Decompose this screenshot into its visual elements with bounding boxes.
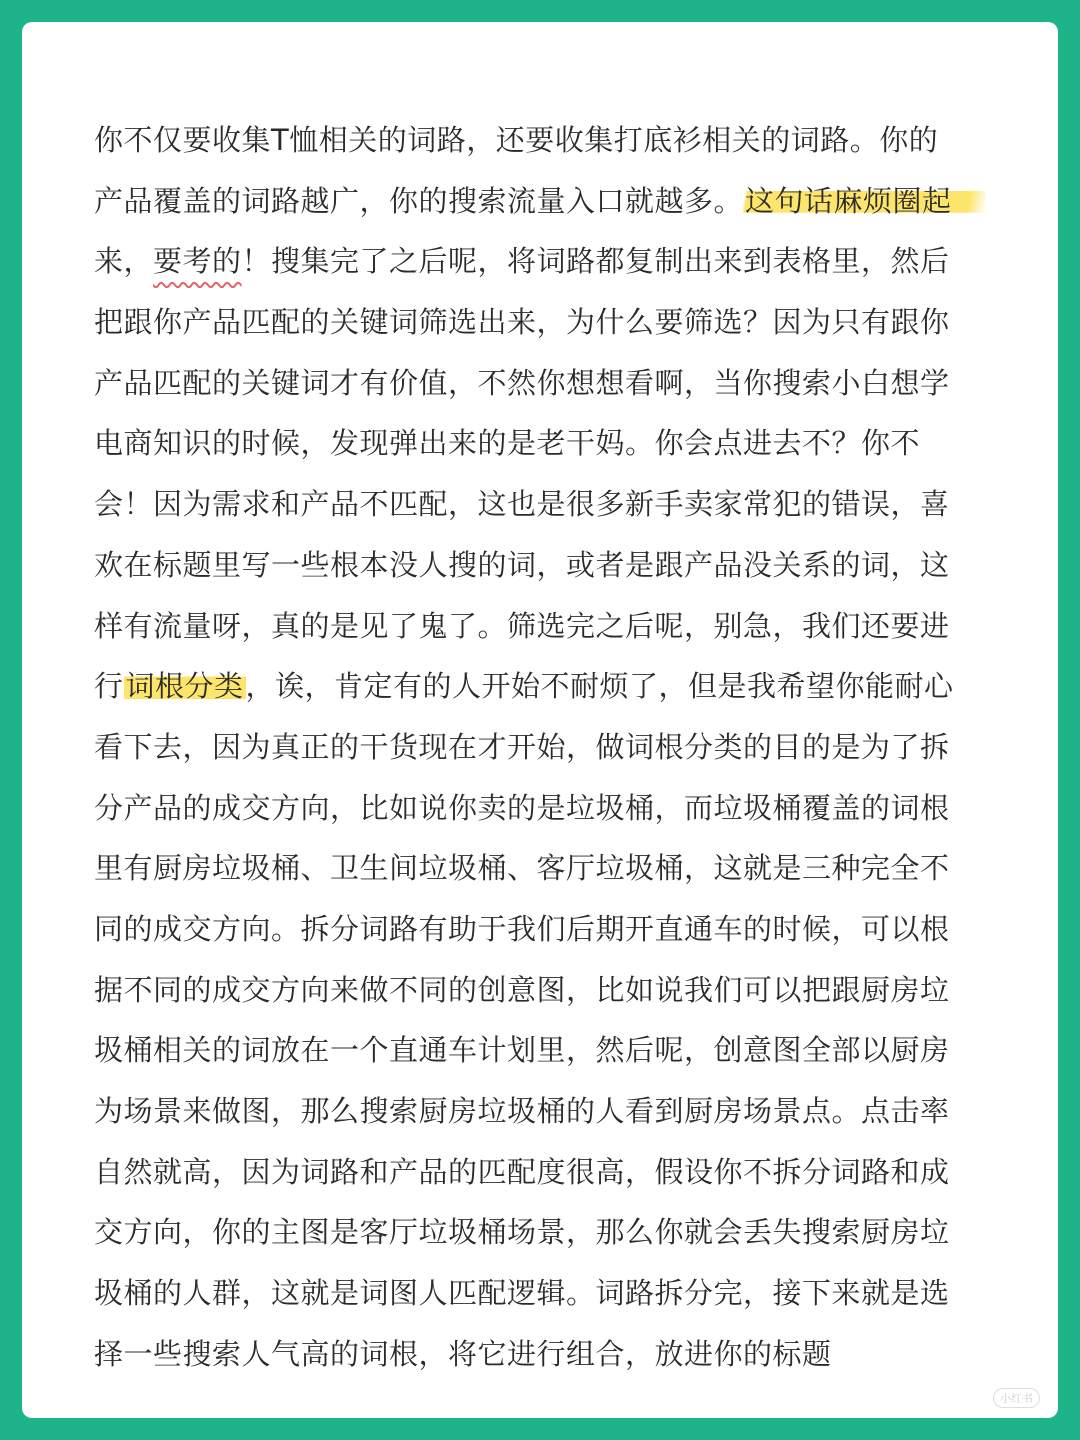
text-line: 据不同的成交方向来做不同的创意图，比如说我们可以把跟厨房垃	[94, 972, 950, 1007]
content-card	[22, 22, 1058, 1418]
text-segment: 行	[94, 669, 124, 704]
text-line: 里有厨房垃圾桶、卫生间垃圾桶、客厅垃圾桶，这就是三种完全不	[94, 851, 950, 886]
text-line: 会！因为需求和产品不匹配，这也是很多新手卖家常犯的错误，喜	[94, 487, 950, 522]
text-line: 自然就高，因为词路和产品的匹配度很高，假设你不拆分词路和成	[94, 1154, 950, 1189]
text-line: 择一些搜索人气高的词根，将它进行组合，放进你的标题	[94, 1336, 832, 1371]
highlighted-text: 这句话麻烦圈起	[743, 184, 986, 218]
text-line: 看下去，因为真正的干货现在才开始，做词根分类的目的是为了拆	[94, 729, 950, 764]
text-segment: ！搜集完了之后呢，将词路都复制出来到表格里，然后	[241, 244, 950, 279]
text-line	[94, 171, 994, 232]
text-line: 为场景来做图，那么搜索厨房垃圾桶的人看到厨房场景点。点击率	[94, 1094, 950, 1128]
text-segment: ，诶，肯定有的人开始不耐烦了，但是我希望你能耐心	[245, 669, 954, 704]
text-line	[94, 231, 994, 292]
text-segment: 来，	[94, 244, 154, 279]
text-line: 圾桶相关的词放在一个直通车计划里，然后呢，创意图全部以厨房	[94, 1033, 950, 1068]
text-line: 欢在标题里写一些根本没人搜的词，或者是跟产品没关系的词，这	[94, 547, 950, 582]
text-line: 电商知识的时候，发现弹出来的是老干妈。你会点进去不？你不	[94, 426, 921, 461]
text-line: 样有流量呀，真的是见了鬼了。筛选完之后呢，别急，我们还要进	[94, 608, 950, 643]
text-line: 产品匹配的关键词才有价值，不然你想想看啊，当你搜索小白想学	[94, 365, 950, 400]
text-line: 交方向，你的主图是客厅垃圾桶场景，那么你就会丢失搜索厨房垃	[94, 1215, 950, 1250]
text-line: 分产品的成交方向，比如说你卖的是垃圾桶，而垃圾桶覆盖的词根	[94, 790, 950, 825]
text-line: 同的成交方向。拆分词路有助于我们后期开直通车的时候，可以根	[94, 911, 950, 946]
text-line: 你不仅要收集T恤相关的词路，还要收集打底衫相关的词路。你的	[94, 123, 939, 157]
text-segment: 产品覆盖的词路越广，你的搜索流量入口就越多。	[94, 183, 744, 218]
text-line: 圾桶的人群，这就是词图人匹配逻辑。词路拆分完，接下来就是选	[94, 1276, 950, 1311]
text-line	[94, 656, 994, 717]
text-line: 把跟你产品匹配的关键词筛选出来，为什么要筛选？因为只有跟你	[94, 305, 950, 340]
watermark-logo: 小红书	[993, 1388, 1040, 1408]
highlighted-text: 词根分类	[125, 669, 244, 704]
article-body	[94, 110, 994, 1384]
wavy-underlined-text: 要考的	[153, 244, 242, 279]
